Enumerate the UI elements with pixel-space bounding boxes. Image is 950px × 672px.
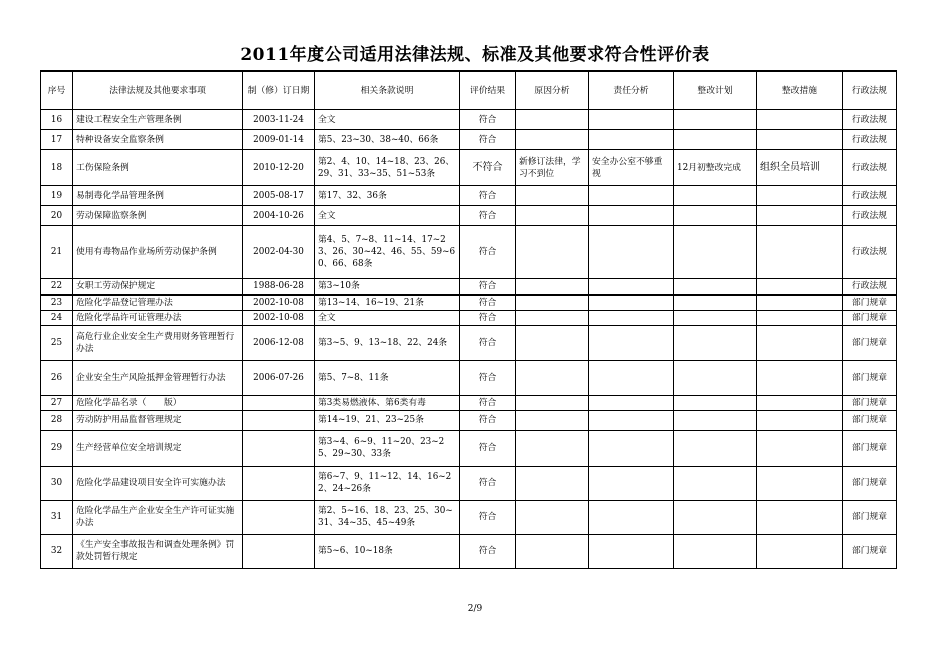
row-plan xyxy=(674,226,757,279)
table-row xyxy=(41,410,897,430)
row-responsibility xyxy=(589,226,674,279)
row-result: 符合 xyxy=(460,130,516,150)
row-category: 部门规章 xyxy=(843,500,897,534)
row-measures xyxy=(757,279,843,295)
row-cause xyxy=(516,310,589,325)
table-row xyxy=(41,395,897,410)
header-category: 行政法规 xyxy=(843,71,897,110)
page-number: 2/9 xyxy=(467,604,483,614)
row-no: 23 xyxy=(41,295,73,311)
header-seq: 序号 xyxy=(41,71,73,110)
row-measures xyxy=(757,500,843,534)
row-responsibility xyxy=(589,130,674,150)
row-cause xyxy=(516,410,589,430)
row-responsibility xyxy=(589,395,674,410)
row-clauses: 第5、7~8、11条 xyxy=(315,360,460,395)
table-row xyxy=(41,279,897,295)
row-result: 符合 xyxy=(460,325,516,360)
row-no: 26 xyxy=(41,360,73,395)
row-plan xyxy=(674,310,757,325)
row-cause xyxy=(516,206,589,226)
row-responsibility xyxy=(589,410,674,430)
row-no: 18 xyxy=(41,150,73,186)
row-result: 符合 xyxy=(460,279,516,295)
row-cause xyxy=(516,325,589,360)
row-category: 部门规章 xyxy=(843,360,897,395)
row-responsibility xyxy=(589,500,674,534)
row-no: 19 xyxy=(41,186,73,206)
row-clauses: 第3~10条 xyxy=(315,279,460,295)
row-no: 20 xyxy=(41,206,73,226)
row-result: 符合 xyxy=(460,500,516,534)
row-clauses: 全文 xyxy=(315,110,460,130)
row-clauses: 第13~14、16~19、21条 xyxy=(315,295,460,311)
row-cause xyxy=(516,500,589,534)
row-item: 建设工程安全生产管理条例 xyxy=(73,110,243,130)
table-row xyxy=(41,186,897,206)
row-category: 行政法规 xyxy=(843,279,897,295)
row-no: 25 xyxy=(41,325,73,360)
table-row xyxy=(41,500,897,534)
row-result: 符合 xyxy=(460,395,516,410)
row-category: 行政法规 xyxy=(843,150,897,186)
row-responsibility xyxy=(589,295,674,311)
row-plan xyxy=(674,466,757,500)
row-cause xyxy=(516,295,589,311)
row-responsibility: 安全办公室不够重视 xyxy=(589,150,674,186)
row-no: 28 xyxy=(41,410,73,430)
row-plan xyxy=(674,130,757,150)
row-item: 女职工劳动保护规定 xyxy=(73,279,243,295)
table-row xyxy=(41,430,897,466)
row-result: 符合 xyxy=(460,466,516,500)
row-item: 生产经营单位安全培训规定 xyxy=(73,430,243,466)
row-result: 符合 xyxy=(460,430,516,466)
row-item: 高危行业企业安全生产费用财务管理暂行办法 xyxy=(73,325,243,360)
row-no: 21 xyxy=(41,226,73,279)
row-date: 2009-01-14 xyxy=(243,130,315,150)
header-clauses: 相关条款说明 xyxy=(315,71,460,110)
row-category: 行政法规 xyxy=(843,206,897,226)
row-clauses: 第3~5、9、13~18、22、24条 xyxy=(315,325,460,360)
row-category: 部门规章 xyxy=(843,395,897,410)
row-item: 危险化学品登记管理办法 xyxy=(73,295,243,311)
compliance-table xyxy=(40,70,897,569)
row-category: 部门规章 xyxy=(843,325,897,360)
row-item: 危险化学品生产企业安全生产许可证实施办法 xyxy=(73,500,243,534)
row-result: 符合 xyxy=(460,410,516,430)
row-measures xyxy=(757,430,843,466)
row-item: 工伤保险条例 xyxy=(73,150,243,186)
row-item: 企业安全生产风险抵押金管理暂行办法 xyxy=(73,360,243,395)
row-result: 符合 xyxy=(460,534,516,568)
row-cause xyxy=(516,360,589,395)
table-row xyxy=(41,130,897,150)
header-result: 评价结果 xyxy=(460,71,516,110)
row-measures xyxy=(757,410,843,430)
table-row xyxy=(41,206,897,226)
row-cause xyxy=(516,186,589,206)
table-row xyxy=(41,150,897,186)
row-item: 《生产安全事故报告和调查处理条例》罚款处罚暂行规定 xyxy=(73,534,243,568)
row-plan xyxy=(674,295,757,311)
row-responsibility xyxy=(589,360,674,395)
row-plan: 12月初整改完成 xyxy=(674,150,757,186)
row-date xyxy=(243,430,315,466)
row-result: 符合 xyxy=(460,206,516,226)
table-row xyxy=(41,295,897,311)
row-clauses: 第3类易燃液体、第6类有毒 xyxy=(315,395,460,410)
row-cause xyxy=(516,226,589,279)
row-responsibility xyxy=(589,534,674,568)
row-result: 不符合 xyxy=(460,150,516,186)
row-plan xyxy=(674,206,757,226)
row-date xyxy=(243,534,315,568)
row-clauses: 第17、32、36条 xyxy=(315,186,460,206)
row-date xyxy=(243,410,315,430)
row-plan xyxy=(674,500,757,534)
row-clauses: 第2、5~16、18、23、25、30~31、34~35、45~49条 xyxy=(315,500,460,534)
row-clauses: 全文 xyxy=(315,310,460,325)
row-measures xyxy=(757,226,843,279)
row-measures xyxy=(757,110,843,130)
header-responsibility: 责任分析 xyxy=(589,71,674,110)
row-result: 符合 xyxy=(460,226,516,279)
row-item: 危险化学品建设项目安全许可实施办法 xyxy=(73,466,243,500)
row-no: 17 xyxy=(41,130,73,150)
table-row xyxy=(41,310,897,325)
row-category: 行政法规 xyxy=(843,110,897,130)
row-responsibility xyxy=(589,310,674,325)
row-cause xyxy=(516,130,589,150)
row-plan xyxy=(674,360,757,395)
row-date: 2006-12-08 xyxy=(243,325,315,360)
row-plan xyxy=(674,186,757,206)
row-cause xyxy=(516,395,589,410)
row-result: 符合 xyxy=(460,110,516,130)
row-responsibility xyxy=(589,186,674,206)
row-measures xyxy=(757,534,843,568)
row-cause xyxy=(516,534,589,568)
row-item: 劳动防护用品监督管理规定 xyxy=(73,410,243,430)
row-item: 使用有毒物品作业场所劳动保护条例 xyxy=(73,226,243,279)
row-clauses: 全文 xyxy=(315,206,460,226)
row-clauses: 第5~6、10~18条 xyxy=(315,534,460,568)
row-date: 2002-04-30 xyxy=(243,226,315,279)
row-category: 部门规章 xyxy=(843,534,897,568)
row-date xyxy=(243,500,315,534)
row-item: 劳动保障监察条例 xyxy=(73,206,243,226)
header-measures: 整改措施 xyxy=(757,71,843,110)
row-date: 2002-10-08 xyxy=(243,295,315,311)
row-category: 行政法规 xyxy=(843,130,897,150)
row-responsibility xyxy=(589,430,674,466)
row-item: 危险化学品许可证管理办法 xyxy=(73,310,243,325)
header-item: 法律法规及其他要求事项 xyxy=(73,71,243,110)
row-date: 2003-11-24 xyxy=(243,110,315,130)
header-date: 制（修）订日期 xyxy=(243,71,315,110)
row-category: 行政法规 xyxy=(843,186,897,206)
row-date: 1988-06-28 xyxy=(243,279,315,295)
table-row xyxy=(41,466,897,500)
row-no: 16 xyxy=(41,110,73,130)
row-date: 2006-07-26 xyxy=(243,360,315,395)
row-category: 行政法规 xyxy=(843,226,897,279)
row-category: 部门规章 xyxy=(843,295,897,311)
row-cause xyxy=(516,430,589,466)
row-measures xyxy=(757,206,843,226)
row-measures xyxy=(757,325,843,360)
row-responsibility xyxy=(589,279,674,295)
row-clauses: 第14~19、21、23~25条 xyxy=(315,410,460,430)
header-cause: 原因分析 xyxy=(516,71,589,110)
row-item: 易制毒化学品管理条例 xyxy=(73,186,243,206)
header-plan: 整改计划 xyxy=(674,71,757,110)
row-cause xyxy=(516,466,589,500)
row-no: 31 xyxy=(41,500,73,534)
row-no: 30 xyxy=(41,466,73,500)
row-plan xyxy=(674,110,757,130)
row-no: 22 xyxy=(41,279,73,295)
row-result: 符合 xyxy=(460,360,516,395)
row-category: 部门规章 xyxy=(843,410,897,430)
row-clauses: 第3~4、6~9、11~20、23~25、29~30、33条 xyxy=(315,430,460,466)
row-measures: 组织全员培训 xyxy=(757,150,843,186)
row-measures xyxy=(757,395,843,410)
row-clauses: 第4、5、7~8、11~14、17~23、26、30~42、46、55、59~60、66、68条 xyxy=(315,226,460,279)
row-plan xyxy=(674,279,757,295)
table-row xyxy=(41,325,897,360)
row-date: 2005-08-17 xyxy=(243,186,315,206)
table-header xyxy=(41,71,897,110)
row-result: 符合 xyxy=(460,310,516,325)
table-row xyxy=(41,226,897,279)
row-measures xyxy=(757,466,843,500)
row-clauses: 第6~7、9、11~12、14、16~22、24~26条 xyxy=(315,466,460,500)
row-item: 特种设备安全监察条例 xyxy=(73,130,243,150)
row-no: 29 xyxy=(41,430,73,466)
row-date: 2010-12-20 xyxy=(243,150,315,186)
row-category: 部门规章 xyxy=(843,430,897,466)
row-result: 符合 xyxy=(460,295,516,311)
row-clauses: 第5、23~30、38~40、66条 xyxy=(315,130,460,150)
row-responsibility xyxy=(589,206,674,226)
row-no: 27 xyxy=(41,395,73,410)
row-date xyxy=(243,466,315,500)
row-category: 部门规章 xyxy=(843,310,897,325)
row-responsibility xyxy=(589,466,674,500)
row-cause xyxy=(516,110,589,130)
row-responsibility xyxy=(589,325,674,360)
row-date: 2002-10-08 xyxy=(243,310,315,325)
row-category: 部门规章 xyxy=(843,466,897,500)
row-date xyxy=(243,395,315,410)
row-plan xyxy=(674,534,757,568)
row-plan xyxy=(674,430,757,466)
row-plan xyxy=(674,410,757,430)
row-measures xyxy=(757,130,843,150)
row-plan xyxy=(674,395,757,410)
page-title: 2011年度公司适用法律法规、标准及其他要求符合性评价表 xyxy=(240,45,710,65)
row-measures xyxy=(757,295,843,311)
row-result: 符合 xyxy=(460,186,516,206)
table-row xyxy=(41,534,897,568)
row-no: 24 xyxy=(41,310,73,325)
row-cause xyxy=(516,279,589,295)
row-date: 2004-10-26 xyxy=(243,206,315,226)
row-measures xyxy=(757,310,843,325)
row-item: 危险化学品名录（ 版） xyxy=(73,395,243,410)
row-clauses: 第2、4、10、14~18、23、26、29、31、33~35、51~53条 xyxy=(315,150,460,186)
table-row xyxy=(41,110,897,130)
row-cause: 新修订法律，学习不到位 xyxy=(516,150,589,186)
row-no: 32 xyxy=(41,534,73,568)
row-responsibility xyxy=(589,110,674,130)
row-plan xyxy=(674,325,757,360)
row-measures xyxy=(757,186,843,206)
table-row xyxy=(41,360,897,395)
row-measures xyxy=(757,360,843,395)
